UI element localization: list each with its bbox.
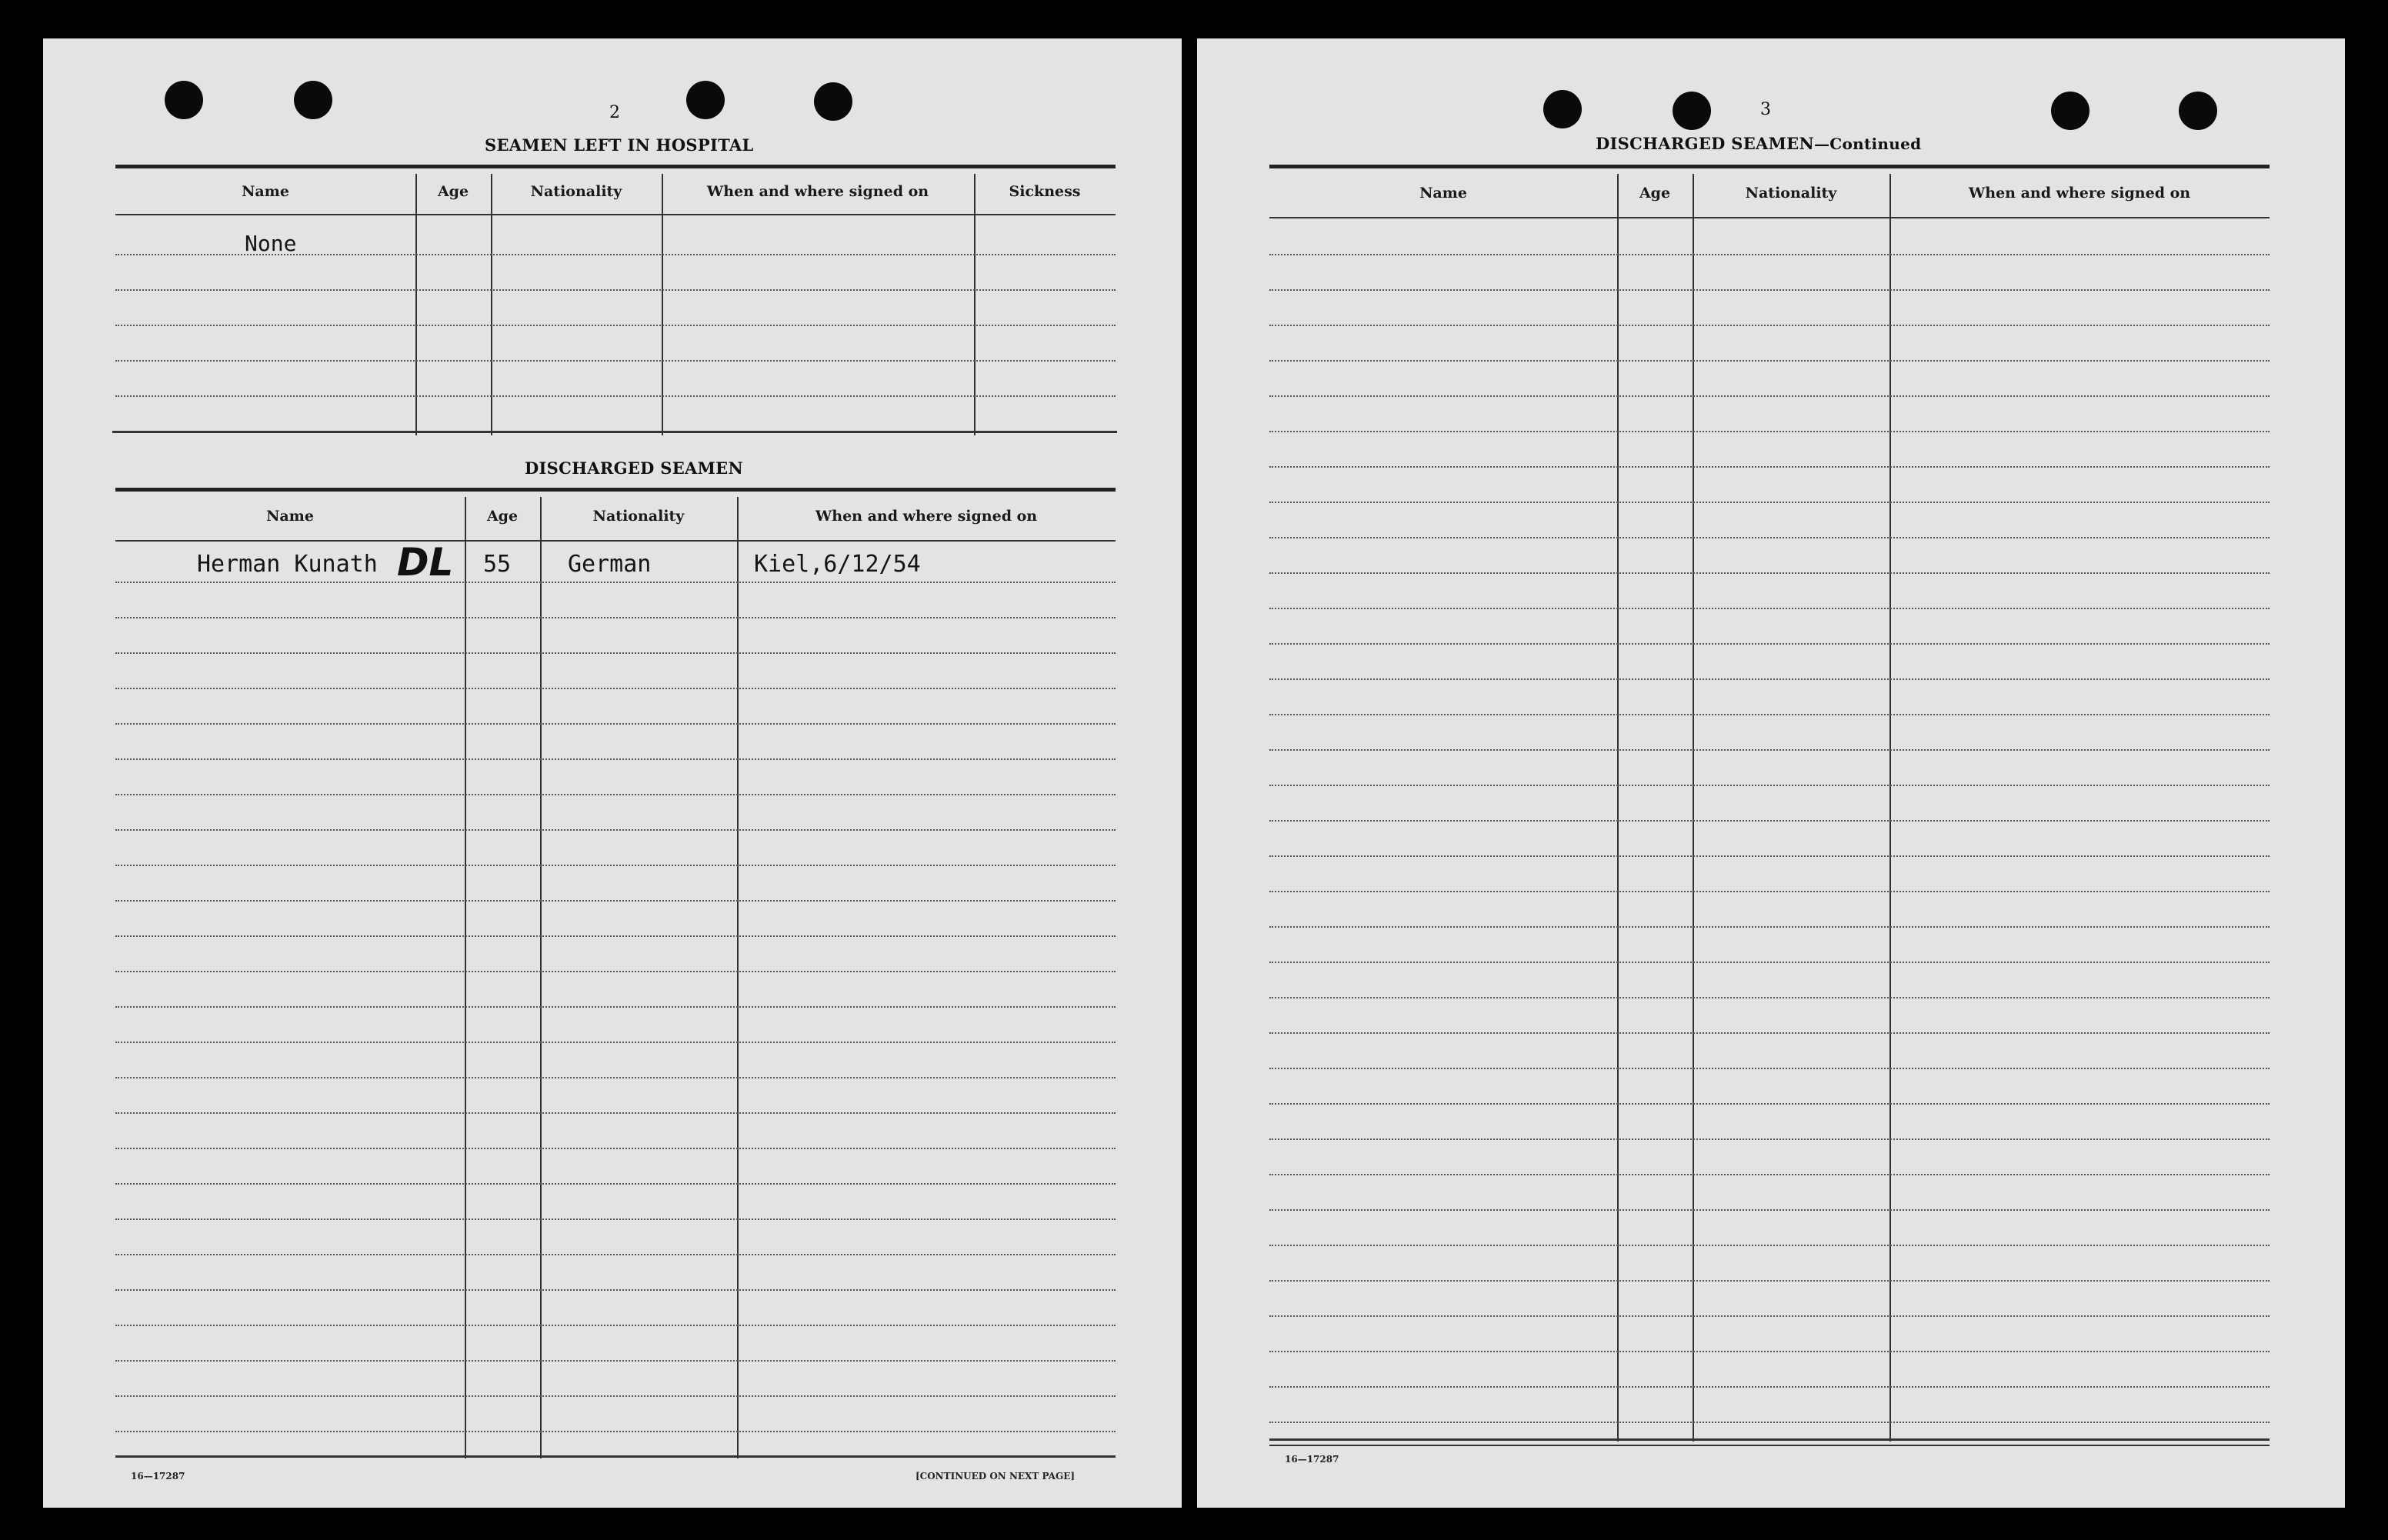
dotted-row [1269, 1209, 2270, 1211]
dotted-row [115, 1254, 1116, 1255]
dotted-row [1269, 1245, 2270, 1246]
hospital-col-nationality: Nationality [530, 183, 622, 200]
dotted-row [1269, 1351, 2270, 1352]
dotted-row [1269, 1032, 2270, 1034]
dotted-row [1269, 962, 2270, 963]
punch-hole [2179, 92, 2217, 130]
column-divider [540, 497, 542, 1458]
dotted-row [1269, 785, 2270, 786]
column-divider [737, 497, 739, 1458]
dotted-row [1269, 643, 2270, 645]
dotted-row [115, 829, 1116, 831]
dotted-row [1269, 714, 2270, 715]
hospital-col-sickness: Sickness [1009, 183, 1081, 200]
dotted-row [1269, 891, 2270, 892]
dotted-row [115, 688, 1116, 689]
dotted-row [115, 1289, 1116, 1291]
hospital-col-age: Age [437, 183, 469, 200]
seaman-name: Herman Kunath [197, 551, 378, 578]
discharged-top-rule [115, 488, 1116, 492]
discharged-col-signed-on: When and where signed on [815, 508, 1038, 525]
hospital-top-rule [115, 165, 1116, 168]
punch-hole [2051, 92, 2090, 130]
right-col-name: Name [1419, 185, 1467, 202]
right-col-nationality: Nationality [1745, 185, 1837, 202]
dotted-row [115, 1431, 1116, 1432]
punch-hole [1673, 92, 1711, 130]
dotted-row [115, 794, 1116, 795]
dotted-row [115, 617, 1116, 618]
dotted-row [115, 935, 1116, 937]
dotted-row [115, 1112, 1116, 1114]
dotted-row [115, 360, 1116, 362]
right-bottom-rule [1269, 1438, 2270, 1441]
right-top-rule [1269, 165, 2270, 168]
discharged-header-rule [115, 540, 1116, 542]
discharged-col-age: Age [486, 508, 519, 525]
dotted-row [1269, 395, 2270, 397]
dotted-row [1269, 289, 2270, 291]
dotted-row [1269, 572, 2270, 574]
dotted-row [115, 1395, 1116, 1397]
discharged-continued-title [1596, 134, 1921, 153]
dotted-row [1269, 749, 2270, 751]
left-page [43, 38, 1182, 1508]
title-main: DISCHARGED SEAMEN [1596, 134, 1814, 153]
dotted-row [115, 1360, 1116, 1362]
dotted-row [115, 1077, 1116, 1078]
discharged-col-nationality: Nationality [592, 508, 685, 525]
column-divider [1617, 174, 1619, 1442]
hospital-col-signed-on: When and where signed on [706, 183, 929, 200]
dotted-row [1269, 997, 2270, 998]
dotted-row [1269, 1138, 2270, 1140]
right-col-signed-on: When and where signed on [1968, 185, 2191, 202]
punch-hole [165, 81, 203, 119]
dotted-row [1269, 608, 2270, 609]
dotted-row [115, 1325, 1116, 1326]
punch-hole [686, 81, 725, 119]
column-divider [1693, 174, 1694, 1442]
dotted-row [1269, 466, 2270, 468]
dotted-row [1269, 1422, 2270, 1423]
hospital-header-rule [115, 214, 1116, 215]
dotted-row [115, 652, 1116, 654]
punch-hole [294, 81, 332, 119]
dotted-row [115, 1218, 1116, 1220]
dotted-row [115, 395, 1116, 397]
seaman-age: 55 [483, 551, 512, 578]
punch-hole [814, 82, 852, 121]
dotted-row [115, 900, 1116, 902]
seaman-nationality: German [568, 551, 652, 578]
column-divider [1889, 174, 1891, 1442]
dotted-row [1269, 1103, 2270, 1105]
discharged-title: DISCHARGED SEAMEN [525, 458, 743, 478]
dotted-row [1269, 926, 2270, 928]
dotted-row [1269, 678, 2270, 680]
dotted-row [1269, 325, 2270, 326]
dotted-row [1269, 1068, 2270, 1069]
hospital-bottom-rule [112, 431, 1117, 433]
dotted-row [1269, 1280, 2270, 1282]
dotted-row [1269, 1386, 2270, 1388]
page-number: 3 [1760, 100, 1771, 119]
form-number: 16—17287 [1285, 1454, 1339, 1465]
dotted-row [1269, 254, 2270, 255]
hospital-col-name: Name [242, 183, 289, 200]
dotted-row [115, 971, 1116, 972]
dotted-row [1269, 502, 2270, 503]
continued-note: [CONTINUED ON NEXT PAGE] [916, 1471, 1076, 1482]
discharged-bottom-rule [115, 1455, 1116, 1458]
dotted-row [115, 325, 1116, 326]
dotted-row [1269, 1174, 2270, 1175]
dotted-row [115, 1183, 1116, 1185]
right-col-age: Age [1639, 185, 1671, 202]
dotted-row [1269, 855, 2270, 857]
dotted-row [1269, 360, 2270, 362]
dotted-row [115, 1148, 1116, 1149]
right-header-rule [1269, 217, 2270, 218]
dotted-row [1269, 537, 2270, 538]
dotted-row [115, 865, 1116, 866]
discharged-col-name: Name [266, 508, 314, 525]
right-page [1197, 38, 2345, 1508]
punch-hole [1543, 90, 1582, 128]
dotted-row [1269, 1315, 2270, 1317]
dotted-row [115, 723, 1116, 725]
form-number: 16—17287 [131, 1471, 185, 1482]
seaman-signed-on: Kiel,6/12/54 [754, 551, 921, 578]
hospital-title: SEAMEN LEFT IN HOSPITAL [485, 135, 754, 155]
dotted-row [115, 1006, 1116, 1008]
dotted-row [115, 582, 1116, 583]
dotted-row [115, 289, 1116, 291]
handwritten-initials: DL [397, 540, 454, 585]
dotted-row [115, 1042, 1116, 1043]
column-divider [465, 497, 466, 1458]
dotted-row [1269, 431, 2270, 432]
hospital-entry: None [245, 231, 297, 256]
right-bottom-rule [1269, 1445, 2270, 1446]
page-number: 2 [609, 103, 620, 122]
dotted-row [115, 758, 1116, 760]
title-continued: —Continued [1813, 135, 1922, 153]
dotted-row [1269, 820, 2270, 822]
